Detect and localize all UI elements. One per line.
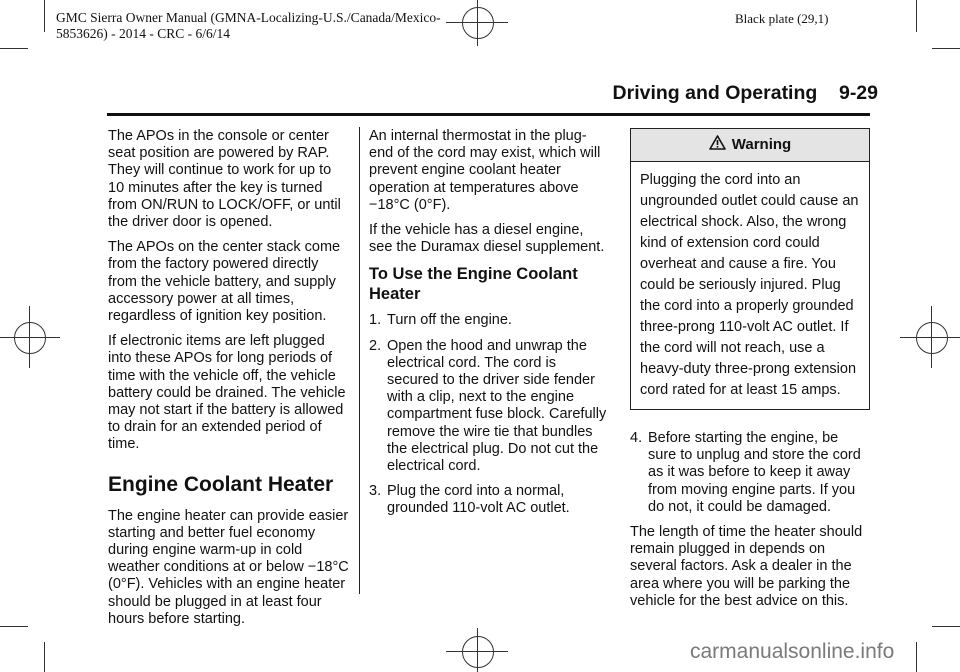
registration-mark-left [29,306,30,368]
step-text: Turn off the engine. [387,312,512,329]
column-2 [369,128,609,526]
warning-title: Warning [731,136,792,154]
list-item [369,312,609,329]
paragraph: If the vehicle has a diesel engine, see the Duramax diesel supplement. [369,222,605,256]
step-number: 3. [369,483,382,500]
registration-mark-right [900,337,960,338]
crop-mark [0,626,28,627]
registration-mark-left [14,322,46,354]
list-item [369,338,609,476]
warning-text: Plugging the cord into an ungrounded outlet could cause an electrical shock. Also, the wrong kind of extension cord could overheat and cause a fire. You could be seriously injured. Plug the cord into a properly grounded three-prong 110-volt AC outlet. If the cord will not reach, use a heavy-duty three-prong extension cord rated for at least 15 amps. [640,172,859,398]
print-meta-line1: GMC Sierra Owner Manual (GMNA-Localizing-U.S./Canada/Mexico- [56,10,441,25]
step-number: 1. [369,312,382,329]
column-divider [359,127,360,594]
crop-mark [44,642,45,672]
page-header-title: Driving and Operating 9-29 [612,82,878,104]
registration-mark-right [931,306,932,368]
crop-mark [0,48,28,49]
registration-mark-right [916,322,948,354]
print-meta [56,10,476,42]
registration-mark-top [477,0,478,46]
paragraph: An internal thermostat in the plug-end of the cord may exist, which will prevent engine coolant heater operation at temperatures above −18°C (0°F). [369,128,601,213]
paragraph: The length of time the heater should remain plugged in depends on several factors. Ask a dealer in the area where you will be parking the vehicle for the best advice on this. [630,524,863,609]
paragraph: The APOs in the console or center seat position are powered by RAP. They will continue to work for up to 10 minutes after the key is turned from ON/RUN to LOCK/OFF, or until the driver door is opened. [108,128,341,231]
crop-mark [916,0,917,32]
step-number: 2. [369,337,382,354]
watermark-text: carmanualsonline.info [690,640,895,663]
steps-list [369,312,609,517]
paragraph: The APOs on the center stack come from the factory powered directly from the vehicle battery, and supply accessory power at all times, regardless of ignition key position. [108,239,341,325]
subsection-heading: To Use the Engine Coolant Heater [369,265,578,304]
crop-mark [916,642,917,672]
crop-mark [932,48,960,49]
step-text: Before starting the engine, be sure to unplug and store the cord as it was before to keep it away from moving engine parts. If you do not, it could be damaged. [648,430,861,515]
registration-mark-bottom [477,628,478,672]
registration-mark-bottom [462,636,494,668]
list-item [630,430,870,516]
column-3 [630,128,870,618]
step-number: 4. [630,430,643,446]
plate-label: Black plate (29,1) [735,11,829,26]
paragraph: The engine heater can provide easier starting and better fuel economy during engine warm-up in cold weather conditions at or below −18°C (0°F). Vehicles with an engine heater should be plugged in at least four hours before starting. [108,507,349,627]
header-rule [107,113,870,116]
paragraph: If electronic items are left plugged into these APOs for long periods of time with the vehicle off, the vehicle battery could be drained. The vehicle may not start if the battery is allowed to drain for an extended period of time. [108,333,346,453]
step-text: Open the hood and unwrap the electrical cord. The cord is secured to the driver side fender with a clip, next to the engine compartment fuse block. Carefully remove the wire tie that bundles the electrical plug. Do not cut the electrical cord. [387,337,607,475]
print-meta-line2: 5853626) - 2014 - CRC - 6/6/14 [56,26,230,41]
steps-list-continued [630,430,870,516]
step-text: Plug the cord into a normal, grounded 110-volt AC outlet. [387,483,570,517]
section-heading: Engine Coolant Heater [108,472,334,496]
list-item [369,483,609,517]
crop-mark [44,0,45,32]
warning-triangle-icon [709,135,732,154]
registration-mark-left [0,337,60,338]
warning-header [631,129,869,162]
column-1 [108,128,351,636]
warning-box [630,128,870,410]
crop-mark [932,626,960,627]
